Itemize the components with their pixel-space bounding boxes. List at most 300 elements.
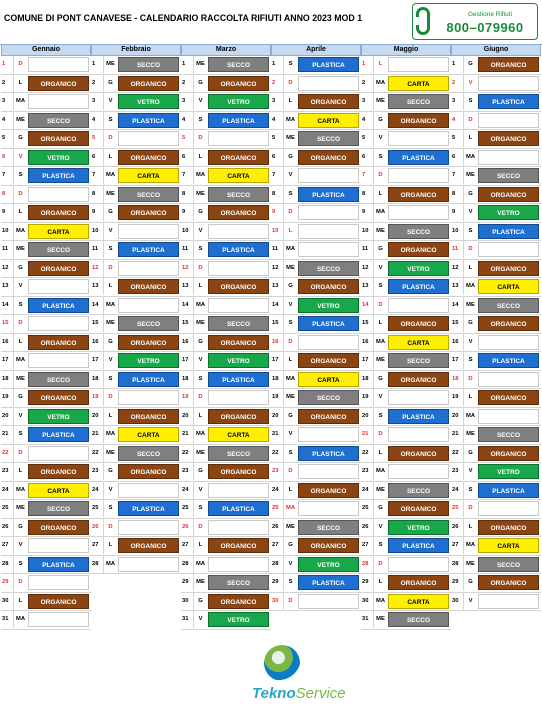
weekday-label: D [468,375,473,382]
day-number: 4 [182,112,194,129]
weekday-label: MA [105,172,115,178]
collection-organico: ORGANICO [28,205,89,220]
weekday-label: ME [196,579,205,585]
day-number: 21 [362,426,374,443]
day-row [271,371,361,390]
day-number: 24 [452,482,464,499]
day-row [1,297,91,316]
day-row [271,408,361,427]
day-row [451,352,541,371]
day-row [1,593,91,612]
day-number: 2 [452,75,464,92]
day-number: 4 [2,112,14,129]
collection-plastica: PLASTICA [388,150,449,165]
day-number: 21 [452,426,464,443]
month-header: Febbraio [91,44,181,56]
weekday-label: D [288,338,293,345]
weekday-label: D [108,135,113,141]
day-row [181,278,271,297]
day-row [181,519,271,538]
weekday-label: MA [375,468,385,474]
day-number: 6 [452,149,464,166]
day-row [1,611,91,630]
collection-plastica: PLASTICA [28,557,89,572]
day-row [451,186,541,205]
collection-vetro: VETRO [298,298,359,313]
day-row [181,149,271,168]
weekday-label: D [18,449,23,456]
weekday-label: S [378,412,383,419]
collection-carta: CARTA [208,427,269,442]
day-row [1,241,91,260]
day-row [361,130,451,149]
day-row [361,463,451,482]
weekday-label: D [288,79,293,86]
day-number: 22 [182,445,194,462]
collection-carta: CARTA [478,279,539,294]
collection-empty [28,538,89,553]
collection-organico: ORGANICO [298,279,359,294]
collection-organico: ORGANICO [118,464,179,479]
month-header: Maggio [361,44,451,56]
collection-empty [28,446,89,461]
day-row [91,315,181,334]
collection-vetro: VETRO [28,409,89,424]
day-number: 4 [362,112,374,129]
day-number: 18 [362,371,374,388]
collection-secco: SECCO [478,298,539,313]
weekday-label: MA [465,153,475,160]
day-row [91,75,181,94]
collection-empty [298,205,359,220]
weekday-label: MA [375,209,385,215]
weekday-label: ME [286,394,295,400]
collection-plastica: PLASTICA [118,372,179,387]
day-row [1,186,91,205]
collection-organico: ORGANICO [298,94,359,109]
weekday-label: MA [195,301,205,308]
weekday-label: V [108,227,113,234]
day-number: 29 [362,574,374,591]
collection-secco: SECCO [478,427,539,442]
day-number: 8 [452,186,464,203]
collection-empty [298,427,359,442]
weekday-label: V [288,301,293,308]
day-number: 5 [452,130,464,147]
day-row [1,463,91,482]
weekday-label: ME [286,135,295,141]
day-number: 13 [272,278,284,295]
weekday-label: D [378,560,383,567]
day-number: 16 [182,334,194,351]
day-number: 26 [272,519,284,536]
weekday-label: D [108,264,113,271]
collection-organico: ORGANICO [28,261,89,276]
weekday-label: L [198,153,203,160]
day-number: 24 [92,482,104,499]
day-number: 31 [182,611,194,628]
collection-carta: CARTA [28,483,89,498]
recycle-logo-icon [264,645,300,681]
day-number: 5 [2,130,14,147]
day-number: 5 [182,130,194,147]
collection-carta: CARTA [298,372,359,387]
day-row [91,260,181,279]
collection-empty [478,335,539,350]
collection-organico: ORGANICO [478,575,539,590]
weekday-label: V [108,98,113,104]
collection-secco: SECCO [208,446,269,461]
day-number: 9 [452,204,464,221]
day-number: 5 [92,130,104,147]
day-row [1,556,91,575]
day-number: 12 [2,260,14,277]
day-row [271,278,361,297]
collection-vetro: VETRO [298,557,359,572]
day-row [271,574,361,593]
collection-organico: ORGANICO [28,390,89,405]
weekday-label: L [288,98,293,104]
day-row [361,352,451,371]
day-number: 29 [182,574,194,591]
collection-empty [28,94,89,109]
collection-empty [478,113,539,128]
collection-organico: ORGANICO [118,538,179,553]
collection-secco: SECCO [208,575,269,590]
day-number: 23 [272,463,284,480]
collection-empty [478,242,539,257]
day-number: 29 [272,574,284,591]
collection-empty [388,168,449,183]
weekday-label: MA [15,486,25,493]
day-row [361,556,451,575]
day-number: 14 [2,297,14,314]
collection-plastica: PLASTICA [298,316,359,331]
collection-secco: SECCO [388,483,449,498]
weekday-label: MA [105,431,115,437]
day-number: 15 [272,315,284,332]
weekday-label: S [18,172,23,178]
day-row [1,537,91,556]
weekday-label: G [468,320,473,326]
weekday-label: S [108,505,113,511]
weekday-label: MA [105,560,115,567]
weekday-label: L [378,320,383,326]
day-row [361,223,451,242]
day-row [1,315,91,334]
month-column [91,44,181,632]
day-row [181,130,271,149]
day-number: 1 [272,56,284,73]
day-row [451,593,541,612]
day-number: 3 [362,93,374,110]
collection-plastica: PLASTICA [118,501,179,516]
day-number: 16 [92,334,104,351]
day-row [271,482,361,501]
day-number: 25 [452,500,464,517]
weekday-label: G [468,449,473,456]
day-number: 27 [182,537,194,554]
day-number: 21 [92,426,104,443]
collection-secco: SECCO [28,242,89,257]
day-number: 20 [362,408,374,425]
day-number: 5 [362,130,374,147]
weekday-label: G [18,394,23,400]
collection-empty [28,353,89,368]
weekday-label: L [108,283,113,289]
day-number: 27 [362,537,374,554]
day-number: 10 [2,223,14,240]
weekday-label: G [378,375,383,382]
day-row [361,371,451,390]
day-row [1,130,91,149]
collection-organico: ORGANICO [118,335,179,350]
weekday-label: MA [465,412,475,419]
collection-organico: ORGANICO [28,594,89,609]
weekday-label: ME [466,172,475,178]
weekday-label: V [108,486,113,493]
weekday-label: S [108,375,113,382]
weekday-label: S [288,449,293,456]
collection-carta: CARTA [298,113,359,128]
collection-empty [118,224,179,239]
day-row [181,463,271,482]
collection-organico: ORGANICO [28,76,89,91]
weekday-label: V [468,79,473,86]
weekday-label: G [198,79,203,86]
collection-empty [28,612,89,627]
collection-organico: ORGANICO [208,538,269,553]
day-number: 6 [272,149,284,166]
day-row [1,149,91,168]
day-number: 19 [92,389,104,406]
weekday-label: ME [466,560,475,567]
collection-plastica: PLASTICA [118,113,179,128]
day-number: 10 [362,223,374,240]
day-row [1,204,91,223]
weekday-label: ME [16,375,25,382]
day-number: 17 [2,352,14,369]
day-number: 25 [2,500,14,517]
day-number: 17 [362,352,374,369]
weekday-label: MA [195,560,205,567]
day-row [451,315,541,334]
collection-empty [208,483,269,498]
collection-plastica: PLASTICA [478,224,539,239]
day-number: 3 [182,93,194,110]
collection-empty [208,557,269,572]
weekday-label: V [18,283,23,289]
weekday-label: D [18,320,23,326]
day-row [361,482,451,501]
day-row [1,75,91,94]
day-number: 1 [2,56,14,73]
day-row [451,389,541,408]
day-row [451,260,541,279]
day-number: 24 [362,482,374,499]
weekday-label: MA [285,375,295,382]
weekday-label: D [18,190,23,197]
day-number: 23 [452,463,464,480]
day-row [181,445,271,464]
weekday-label: S [468,357,473,363]
day-row [1,408,91,427]
day-row [91,556,181,575]
collection-secco: SECCO [208,57,269,72]
day-number: 30 [362,593,374,610]
day-number: 10 [92,223,104,240]
day-number: 13 [92,278,104,295]
day-number: 7 [272,167,284,184]
day-number: 26 [2,519,14,536]
day-row [361,389,451,408]
weekday-label: G [18,135,23,141]
collection-empty [388,131,449,146]
day-number: 25 [92,500,104,517]
day-row [361,260,451,279]
day-row [181,297,271,316]
collection-organico: ORGANICO [298,409,359,424]
collection-empty [388,464,449,479]
weekday-label: G [288,283,293,289]
collection-vetro: VETRO [478,464,539,479]
collection-empty [118,390,179,405]
collection-vetro: VETRO [478,205,539,220]
day-row [451,408,541,427]
collection-vetro: VETRO [208,353,269,368]
collection-empty [478,594,539,609]
collection-empty [208,390,269,405]
page-header [0,0,542,45]
day-number: 7 [362,167,374,184]
day-number: 1 [452,56,464,73]
collection-plastica: PLASTICA [28,427,89,442]
collection-empty [298,76,359,91]
collection-secco: SECCO [28,113,89,128]
collection-organico: ORGANICO [208,205,269,220]
collection-empty [478,150,539,165]
weekday-label: V [378,394,383,400]
weekday-label: L [18,468,23,474]
weekday-label: D [198,135,203,141]
day-number: 12 [362,260,374,277]
collection-secco: SECCO [208,187,269,202]
collection-empty [478,501,539,516]
collection-secco: SECCO [298,520,359,535]
day-number: 7 [452,167,464,184]
day-row [451,574,541,593]
collection-empty [298,335,359,350]
day-number: 19 [2,389,14,406]
collection-secco: SECCO [28,372,89,387]
day-number: 10 [452,223,464,240]
month-header: Marzo [181,44,271,56]
day-row [181,315,271,334]
day-number: 16 [272,334,284,351]
day-number: 12 [92,260,104,277]
day-row [451,463,541,482]
weekday-label: S [108,116,113,123]
collection-organico: ORGANICO [388,187,449,202]
day-row [271,556,361,575]
day-row [271,223,361,242]
day-number: 27 [92,537,104,554]
day-number: 19 [452,389,464,406]
collection-empty [28,279,89,294]
brand-name-b: Service [295,685,346,702]
day-row [181,260,271,279]
calendar-grid [1,44,541,632]
weekday-label: S [198,246,203,252]
weekday-label: S [108,246,113,252]
collection-secco: SECCO [118,57,179,72]
weekday-label: MA [15,357,25,363]
collection-empty [298,242,359,257]
weekday-label: V [288,172,293,178]
weekday-label: G [468,190,473,197]
day-row [91,537,181,556]
day-row [271,426,361,445]
day-row [271,93,361,112]
collection-carta: CARTA [118,168,179,183]
day-row [91,334,181,353]
day-number: 1 [362,56,374,73]
weekday-label: V [378,135,383,141]
day-number: 4 [272,112,284,129]
collection-plastica: PLASTICA [208,113,269,128]
day-row [271,389,361,408]
day-row [181,223,271,242]
day-row [451,130,541,149]
collection-empty [208,520,269,535]
day-number: 18 [92,371,104,388]
collection-organico: ORGANICO [478,261,539,276]
day-row [361,315,451,334]
day-row [91,408,181,427]
day-row [361,537,451,556]
collection-organico: ORGANICO [298,353,359,368]
day-number: 23 [362,463,374,480]
month-header: Gennaio [1,44,91,56]
day-number: 9 [362,204,374,221]
collection-vetro: VETRO [208,94,269,109]
day-number: 12 [272,260,284,277]
weekday-label: D [288,209,293,215]
day-row [181,93,271,112]
weekday-label: MA [375,597,385,604]
weekday-label: ME [376,616,385,622]
weekday-label: ME [286,264,295,271]
weekday-label: G [288,153,293,160]
collection-vetro: VETRO [388,261,449,276]
weekday-label: D [198,394,203,400]
weekday-label: D [468,246,473,252]
collection-empty [28,57,89,72]
collection-organico: ORGANICO [388,446,449,461]
day-number: 20 [452,408,464,425]
day-number: 4 [452,112,464,129]
weekday-label: L [378,61,383,67]
day-number: 14 [452,297,464,314]
day-row [451,445,541,464]
collection-organico: ORGANICO [478,316,539,331]
day-number: 24 [2,482,14,499]
weekday-label: L [288,227,293,234]
day-number: 2 [362,75,374,92]
day-row [1,519,91,538]
day-row [1,482,91,501]
weekday-label: L [288,357,293,363]
